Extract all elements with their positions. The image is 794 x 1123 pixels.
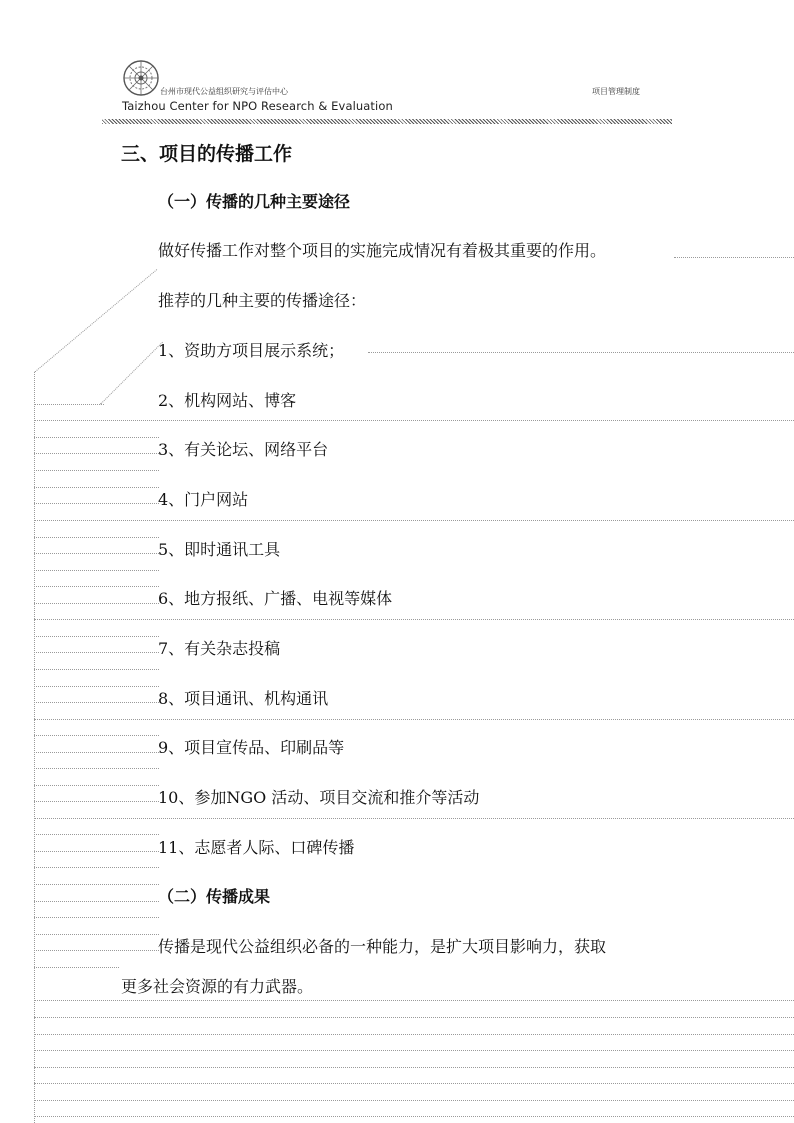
list-item: 10、参加NGO 活动、项目交流和推介等活动 xyxy=(158,788,480,807)
list-item: 9、项目宣传品、印刷品等 xyxy=(158,738,345,757)
channel-list-intro: 推荐的几种主要的传播途径： xyxy=(158,291,367,310)
list-item: 3、有关论坛、网络平台 xyxy=(158,440,329,459)
document-type-label: 项目管理制度 xyxy=(592,87,640,96)
org-name-english: Taizhou Center for NPO Research & Evaluation xyxy=(122,99,393,113)
list-item: 2、机构网站、博客 xyxy=(158,391,297,410)
header-divider xyxy=(102,119,672,124)
list-item: 11、志愿者人际、口碑传播 xyxy=(158,838,355,857)
ngo-globe-logo-icon xyxy=(122,59,160,97)
intro-paragraph: 做好传播工作对整个项目的实施完成情况有着极其重要的作用。 xyxy=(158,241,607,260)
list-item: 4、门户网站 xyxy=(158,490,249,509)
list-item: 8、项目通讯、机构通讯 xyxy=(158,689,329,708)
list-item: 1、资助方项目展示系统； xyxy=(158,341,345,360)
subsection-title-channels: （一）传播的几种主要途径 xyxy=(158,192,351,211)
section-title: 三、项目的传播工作 xyxy=(121,143,293,165)
list-item: 7、有关杂志投稿 xyxy=(158,639,281,658)
subsection-title-results: （二）传播成果 xyxy=(158,887,271,906)
list-item: 6、地方报纸、广播、电视等媒体 xyxy=(158,589,393,608)
org-name-chinese: 台州市现代公益组织研究与评估中心 xyxy=(160,87,288,96)
results-paragraph-line2: 更多社会资源的有力武器。 xyxy=(121,977,314,996)
results-paragraph-line1: 传播是现代公益组织必备的一种能力，是扩大项目影响力，获取 xyxy=(158,937,607,956)
list-item: 5、即时通讯工具 xyxy=(158,540,281,559)
